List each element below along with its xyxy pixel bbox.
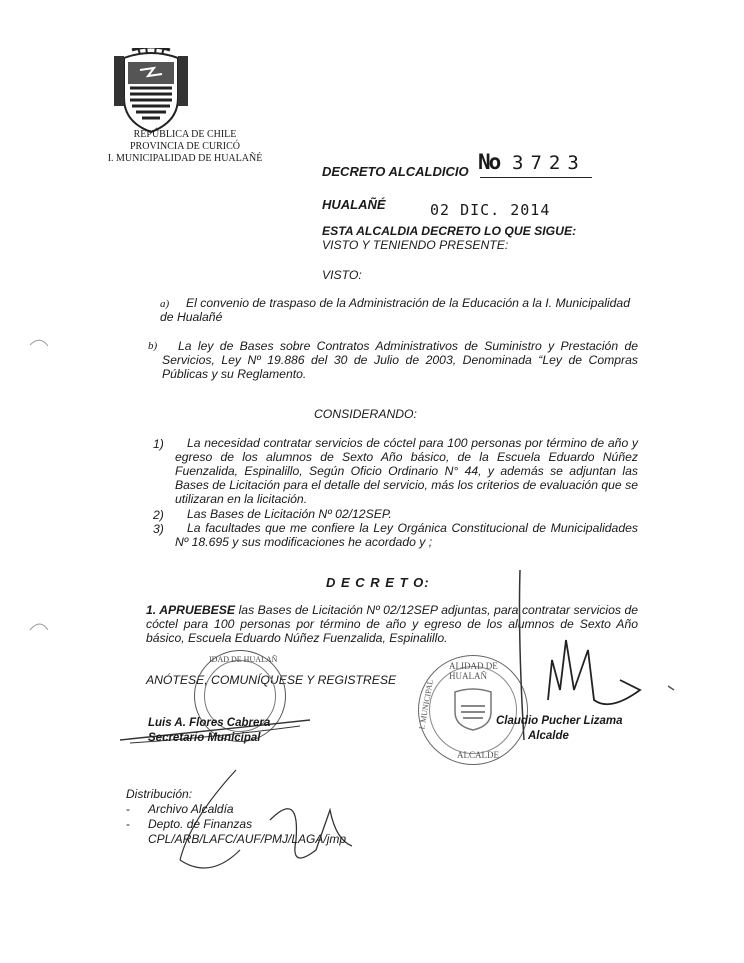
considerando-item-1: La necesidad contratar servicios de cóctel para 100 personas por término de año y egreso de los alumnos de Sexto Año básico, de la Escuela Eduardo Núñez Fuenzalida, Espinalillo, Según Oficio Ordinario N° 44, y además se adjuntan las Bases de Licitación para el detalle del servicio, más los criterios de evaluación que se utilizaran en la licitación. [175,436,638,506]
considerando-marker-1: 1) [153,437,164,451]
considerando-marker-2: 2) [153,508,164,522]
municipality-line: I. MUNICIPALIDAD DE HUALAÑÉ [107,153,263,164]
distribution-item: - Depto. de Finanzas [126,817,253,831]
intro-line-2: VISTO Y TENIENDO PRESENTE: [322,238,509,252]
considerando-heading: CONSIDERANDO: [314,407,417,421]
distribution-heading: Distribución: [126,787,193,801]
decree-number: 3723 [512,152,586,174]
decree-label: DECRETO ALCALDICIO [322,164,469,179]
visto-heading: VISTO: [322,268,362,282]
visto-marker-a: a) [160,298,170,310]
mayor-stamp-text-left: I. MUNICIPAL [417,678,435,731]
country-line: REPÚBLICA DE CHILE [133,129,237,140]
mayor-title: Alcalde [528,730,569,742]
decreto-item-text: las Bases de Licitación Nº 02/12SEP adjuntas, para contratar servicios de cóctel para 100 personas por término de año y egreso de los alumnos de Sexto Año básico, Escuela Eduardo Núñez Fuenzalida, Espinalillo. [146,603,639,645]
mayor-stamp-text-top: ALIDAD DE HUALAÑ [449,661,498,681]
place: HUALAÑÉ [322,197,386,212]
decreto-heading: D E C R E T O: [326,575,430,590]
closing-line: ANÓTESE, COMUNÍQUESE Y REGISTRESE [146,673,397,687]
decreto-item-number: 1. APRUEBESE [146,603,236,617]
secretary-name: Luis A. Flores Cabrera [148,717,271,729]
secretary-title: Secretario Municipal [148,732,261,744]
decree-number-prefix: No [478,150,500,174]
considerando-item-2: Las Bases de Licitación Nº 02/12SEP. [187,507,392,521]
visto-item-a: El convenio de traspaso de la Administración de la Educación a la I. Municipalidad de Hualañé [160,296,630,324]
distribution-list [126,802,252,832]
mayor-stamp-text-bottom: ALCALDE [457,750,499,760]
secretary-stamp-text: IDAD DE HUALAÑ [209,655,278,664]
distribution-item: - Archivo Alcaldía [126,802,234,816]
considerando-item-3: La facultades que me confiere la Ley Orgánica Constitucional de Municipalidades Nº 18.695 y sus modificaciones he acordado y ; [175,521,638,549]
considerando-marker-3: 3) [153,522,164,536]
visto-item-b: La ley de Bases sobre Contratos Administrativos de Suministro y Prestación de Servicios, Ley Nº 19.886 del 30 de Julio de 2003, Denominada “Ley de Compras Públicas y su Reglamento. [162,339,638,381]
mayor-name: Claudio Pucher Lizama [496,715,623,727]
province-line: PROVINCIA DE CURICÓ [129,141,240,152]
visto-marker-b: b) [148,340,158,352]
decree-date-stamp: 02 DIC. 2014 [430,201,551,219]
intro-line-1: ESTA ALCALDIA DECRETO LO QUE SIGUE: [322,224,577,238]
distribution-initials: CPL/ARB/LAFC/AUF/PMJ/LAGA/jmp [148,832,347,846]
